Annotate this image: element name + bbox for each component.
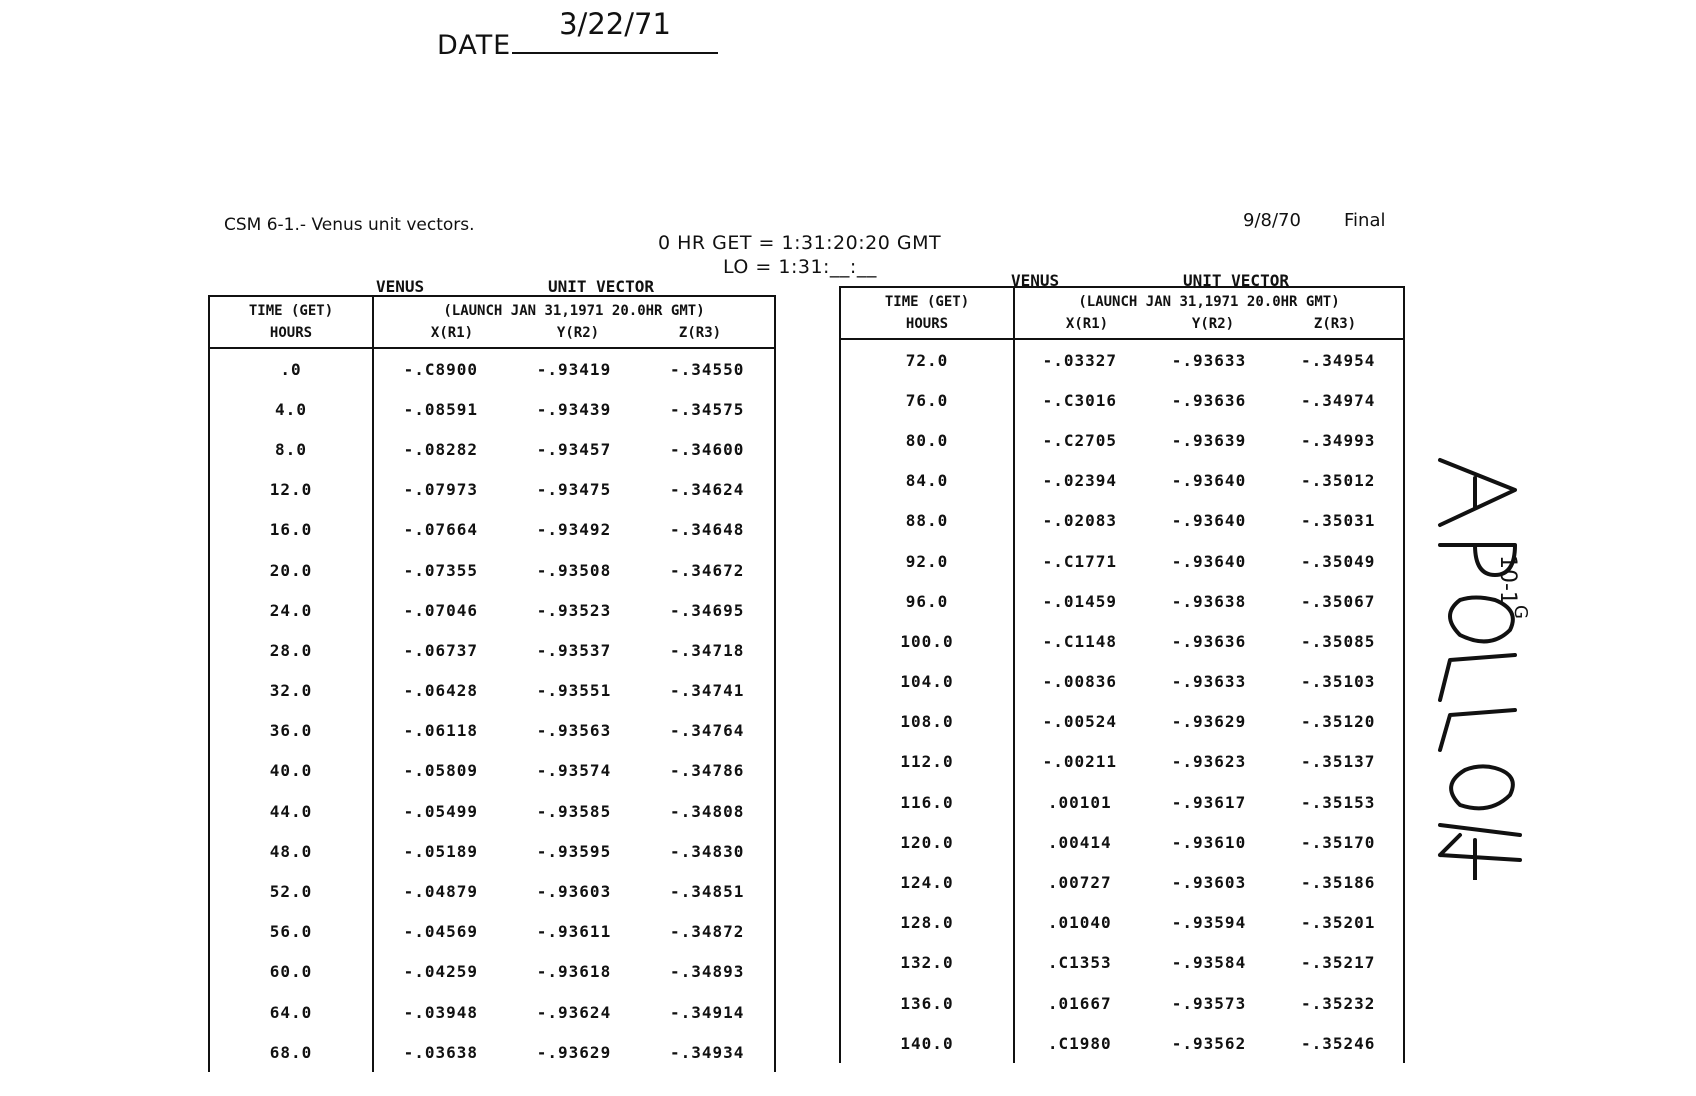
z-cell: -.35085 xyxy=(1273,621,1404,661)
z-cell: -.35170 xyxy=(1273,822,1404,862)
x-cell: .01667 xyxy=(1047,993,1112,1013)
table-row xyxy=(209,952,775,992)
time-cell: 112.0 xyxy=(840,742,1014,782)
y-cell: -.93640 xyxy=(1171,511,1247,531)
time-cell: 36.0 xyxy=(209,711,373,751)
y-cell: -.93629 xyxy=(536,1042,612,1062)
time-cell: .0 xyxy=(209,348,373,389)
y-cell: -.93584 xyxy=(1171,953,1247,973)
table-row xyxy=(840,380,1404,420)
time-cell: 60.0 xyxy=(209,952,373,992)
y-cell: -.93633 xyxy=(1171,672,1247,692)
time-cell: 32.0 xyxy=(209,671,373,711)
table-row xyxy=(209,992,775,1032)
y-cell: -.93640 xyxy=(1171,471,1247,491)
z-cell: -.35232 xyxy=(1273,983,1404,1023)
table-header-row xyxy=(209,296,775,348)
time-cell: 40.0 xyxy=(209,751,373,791)
x-cell: -.00836 xyxy=(1042,672,1117,692)
time-cell: 80.0 xyxy=(840,420,1014,460)
y-cell: -.93639 xyxy=(1171,430,1247,450)
z-header: Z(R3) xyxy=(1313,316,1357,332)
x-cell: -.04879 xyxy=(403,882,479,902)
table-row xyxy=(840,662,1404,702)
y-cell: -.93618 xyxy=(536,962,612,982)
time-cell: 64.0 xyxy=(209,992,373,1032)
y-cell: -.93457 xyxy=(536,439,612,459)
y-cell: -.93475 xyxy=(536,480,612,500)
y-cell: -.93636 xyxy=(1171,631,1247,651)
z-cell: -.35137 xyxy=(1273,742,1404,782)
date-value xyxy=(512,7,718,54)
y-cell: -.93629 xyxy=(1171,712,1247,732)
table-row xyxy=(209,389,775,429)
x-cell: .00101 xyxy=(1047,792,1112,812)
z-cell: -.34893 xyxy=(640,952,775,992)
y-header: Y(R2) xyxy=(1191,316,1235,332)
x-cell: -.06428 xyxy=(403,681,479,701)
time-cell: 104.0 xyxy=(840,662,1014,702)
x-cell: -.C8900 xyxy=(403,359,479,379)
document-status: Final xyxy=(1344,210,1386,231)
time-cell: 52.0 xyxy=(209,871,373,911)
z-cell: -.34808 xyxy=(640,791,775,831)
y-cell: -.93636 xyxy=(1171,390,1247,410)
time-cell: 88.0 xyxy=(840,501,1014,541)
z-cell: -.34741 xyxy=(640,671,775,711)
y-cell: -.93640 xyxy=(1171,551,1247,571)
y-cell: -.93585 xyxy=(536,801,612,821)
y-cell: -.93611 xyxy=(536,922,612,942)
y-cell: -.93603 xyxy=(1171,873,1247,893)
y-cell: -.93623 xyxy=(1171,752,1247,772)
x-cell: .01040 xyxy=(1047,913,1112,933)
venus-vector-table-left xyxy=(208,295,776,1072)
table-row xyxy=(840,621,1404,661)
table-row xyxy=(209,590,775,630)
x-cell: .C1980 xyxy=(1047,1033,1112,1053)
time-cell: 16.0 xyxy=(209,510,373,550)
x-header: X(R1) xyxy=(1065,316,1109,332)
time-column-header xyxy=(840,287,1014,339)
z-cell: -.35217 xyxy=(1273,943,1404,983)
x-cell: -.07046 xyxy=(403,600,479,620)
y-cell: -.93573 xyxy=(1171,993,1247,1013)
table-row xyxy=(209,510,775,550)
time-header-line1: TIME (GET) xyxy=(884,294,970,310)
table-header-row xyxy=(840,287,1404,339)
z-cell: -.35031 xyxy=(1273,501,1404,541)
y-cell: -.93419 xyxy=(536,359,612,379)
table-row xyxy=(840,742,1404,782)
venus-vector-table-right xyxy=(839,286,1405,1063)
vector-column-header xyxy=(1014,287,1404,339)
z-cell: -.35120 xyxy=(1273,702,1404,742)
y-header: Y(R2) xyxy=(556,325,600,341)
z-cell: -.35049 xyxy=(1273,541,1404,581)
x-cell: -.07664 xyxy=(403,520,479,540)
x-cell: -.08282 xyxy=(403,439,479,459)
table-row xyxy=(209,791,775,831)
y-cell: -.93595 xyxy=(536,841,612,861)
table-caption: CSM 6-1.- Venus unit vectors. xyxy=(224,215,475,235)
x-cell: -.03327 xyxy=(1042,350,1117,370)
x-cell: -.C1148 xyxy=(1042,631,1117,651)
time-cell: 136.0 xyxy=(840,983,1014,1023)
z-cell: -.34764 xyxy=(640,711,775,751)
z-cell: -.34993 xyxy=(1273,420,1404,460)
y-cell: -.93439 xyxy=(536,399,612,419)
z-cell: -.35012 xyxy=(1273,461,1404,501)
y-cell: -.93638 xyxy=(1171,591,1247,611)
date-label: DATE xyxy=(437,30,512,61)
z-cell: -.34974 xyxy=(1273,380,1404,420)
time-cell: 92.0 xyxy=(840,541,1014,581)
table-row xyxy=(840,501,1404,541)
y-cell: -.93594 xyxy=(1171,913,1247,933)
z-cell: -.35246 xyxy=(1273,1023,1404,1063)
time-cell: 100.0 xyxy=(840,621,1014,661)
time-cell: 124.0 xyxy=(840,862,1014,902)
table-row xyxy=(209,831,775,871)
table-row xyxy=(209,751,775,791)
table-row xyxy=(840,339,1404,380)
z-cell: -.35153 xyxy=(1273,782,1404,822)
z-cell: -.34830 xyxy=(640,831,775,871)
time-cell: 28.0 xyxy=(209,630,373,670)
x-cell: -.07973 xyxy=(403,480,479,500)
table-row xyxy=(840,943,1404,983)
table-row xyxy=(840,822,1404,862)
time-cell: 140.0 xyxy=(840,1023,1014,1063)
z-cell: -.34695 xyxy=(640,590,775,630)
x-cell: -.08591 xyxy=(403,399,479,419)
time-cell: 44.0 xyxy=(209,791,373,831)
x-cell: -.04569 xyxy=(403,922,479,942)
x-cell: -.C2705 xyxy=(1042,430,1117,450)
y-cell: -.93624 xyxy=(536,1002,612,1022)
launch-header: (LAUNCH JAN 31,1971 20.0HR GMT) xyxy=(1078,294,1340,310)
time-cell: 128.0 xyxy=(840,903,1014,943)
z-cell: -.34648 xyxy=(640,510,775,550)
x-cell: -.05809 xyxy=(403,761,479,781)
time-cell: 24.0 xyxy=(209,590,373,630)
time-cell: 120.0 xyxy=(840,822,1014,862)
x-cell: -.06118 xyxy=(403,721,479,741)
launch-header: (LAUNCH JAN 31,1971 20.0HR GMT) xyxy=(443,303,705,319)
time-cell: 20.0 xyxy=(209,550,373,590)
table-row xyxy=(840,1023,1404,1063)
x-cell: -.02394 xyxy=(1042,471,1117,491)
time-cell: 56.0 xyxy=(209,912,373,952)
z-cell: -.34575 xyxy=(640,389,775,429)
time-header-line1: TIME (GET) xyxy=(248,303,334,319)
z-cell: -.35201 xyxy=(1273,903,1404,943)
z-cell: -.35103 xyxy=(1273,662,1404,702)
z-cell: -.34786 xyxy=(640,751,775,791)
z-cell: -.35067 xyxy=(1273,581,1404,621)
x-cell: .00414 xyxy=(1047,832,1112,852)
get-reference-line: 0 HR GET = 1:31:20:20 GMT xyxy=(658,232,942,254)
right-venus-label: VENUS xyxy=(1011,271,1060,290)
page-number-text: 10-1 xyxy=(1495,555,1520,605)
table-row xyxy=(209,871,775,911)
table-row xyxy=(840,581,1404,621)
y-cell: -.93492 xyxy=(536,520,612,540)
z-cell: -.34672 xyxy=(640,550,775,590)
y-cell: -.93617 xyxy=(1171,792,1247,812)
document-date: 9/8/70 xyxy=(1243,210,1301,231)
z-cell: -.35186 xyxy=(1273,862,1404,902)
time-cell: 84.0 xyxy=(840,461,1014,501)
table-row xyxy=(209,671,775,711)
time-cell: 68.0 xyxy=(209,1032,373,1072)
time-cell: 116.0 xyxy=(840,782,1014,822)
y-cell: -.93551 xyxy=(536,681,612,701)
table-row xyxy=(840,541,1404,581)
table-row xyxy=(840,420,1404,460)
x-cell: -.03638 xyxy=(403,1042,479,1062)
x-cell: -.01459 xyxy=(1042,591,1117,611)
x-cell: .00727 xyxy=(1047,873,1112,893)
y-cell: -.93610 xyxy=(1171,832,1247,852)
table-row xyxy=(209,1032,775,1072)
table-row xyxy=(209,550,775,590)
time-cell: 48.0 xyxy=(209,831,373,871)
time-header-line2: HOURS xyxy=(269,325,313,341)
left-unit-vector-label: UNIT VECTOR xyxy=(548,277,654,296)
handwritten-apollo14-note xyxy=(1420,450,1680,880)
x-cell: -.02083 xyxy=(1042,511,1117,531)
table-row xyxy=(840,983,1404,1023)
y-cell: -.93562 xyxy=(1171,1033,1247,1053)
time-cell: 108.0 xyxy=(840,702,1014,742)
z-cell: -.34851 xyxy=(640,871,775,911)
table-row xyxy=(840,461,1404,501)
table-row xyxy=(209,630,775,670)
time-cell: 76.0 xyxy=(840,380,1014,420)
time-cell: 72.0 xyxy=(840,339,1014,380)
date-value-text: 3/22/71 xyxy=(559,7,671,41)
x-cell: -.00524 xyxy=(1042,712,1117,732)
table-row xyxy=(209,429,775,469)
table-row xyxy=(209,711,775,751)
page-number-sup: G xyxy=(1510,604,1531,619)
table-row xyxy=(840,862,1404,902)
x-cell: -.05189 xyxy=(403,841,479,861)
time-header-line2: HOURS xyxy=(905,316,949,332)
z-cell: -.34914 xyxy=(640,992,775,1032)
z-cell: -.34718 xyxy=(640,630,775,670)
time-cell: 8.0 xyxy=(209,429,373,469)
y-cell: -.93633 xyxy=(1171,350,1247,370)
z-cell: -.34624 xyxy=(640,470,775,510)
z-cell: -.34550 xyxy=(640,348,775,389)
left-venus-label: VENUS xyxy=(376,277,425,296)
time-cell: 96.0 xyxy=(840,581,1014,621)
table-row xyxy=(840,782,1404,822)
time-column-header xyxy=(209,296,373,348)
table-row xyxy=(209,470,775,510)
x-cell: -.07355 xyxy=(403,560,479,580)
x-header: X(R1) xyxy=(430,325,474,341)
table-row xyxy=(840,903,1404,943)
liftoff-line: LO = 1:31:__:__ xyxy=(723,256,877,278)
x-cell: -.03948 xyxy=(403,1002,479,1022)
x-cell: -.C3016 xyxy=(1042,390,1117,410)
table-row xyxy=(209,912,775,952)
time-cell: 132.0 xyxy=(840,943,1014,983)
x-cell: -.04259 xyxy=(403,962,479,982)
z-cell: -.34954 xyxy=(1273,339,1404,380)
time-cell: 12.0 xyxy=(209,470,373,510)
y-cell: -.93508 xyxy=(536,560,612,580)
x-cell: -.05499 xyxy=(403,801,479,821)
x-cell: .C1353 xyxy=(1047,953,1112,973)
y-cell: -.93603 xyxy=(536,882,612,902)
z-header: Z(R3) xyxy=(678,325,722,341)
y-cell: -.93574 xyxy=(536,761,612,781)
table-row xyxy=(840,702,1404,742)
right-unit-vector-label: UNIT VECTOR xyxy=(1183,271,1289,290)
y-cell: -.93537 xyxy=(536,640,612,660)
y-cell: -.93523 xyxy=(536,600,612,620)
x-cell: -.00211 xyxy=(1042,752,1117,772)
z-cell: -.34872 xyxy=(640,912,775,952)
x-cell: -.06737 xyxy=(403,640,479,660)
z-cell: -.34934 xyxy=(640,1032,775,1072)
y-cell: -.93563 xyxy=(536,721,612,741)
vector-column-header xyxy=(373,296,775,348)
x-cell: -.C1771 xyxy=(1042,551,1117,571)
time-cell: 4.0 xyxy=(209,389,373,429)
z-cell: -.34600 xyxy=(640,429,775,469)
table-row xyxy=(209,348,775,389)
